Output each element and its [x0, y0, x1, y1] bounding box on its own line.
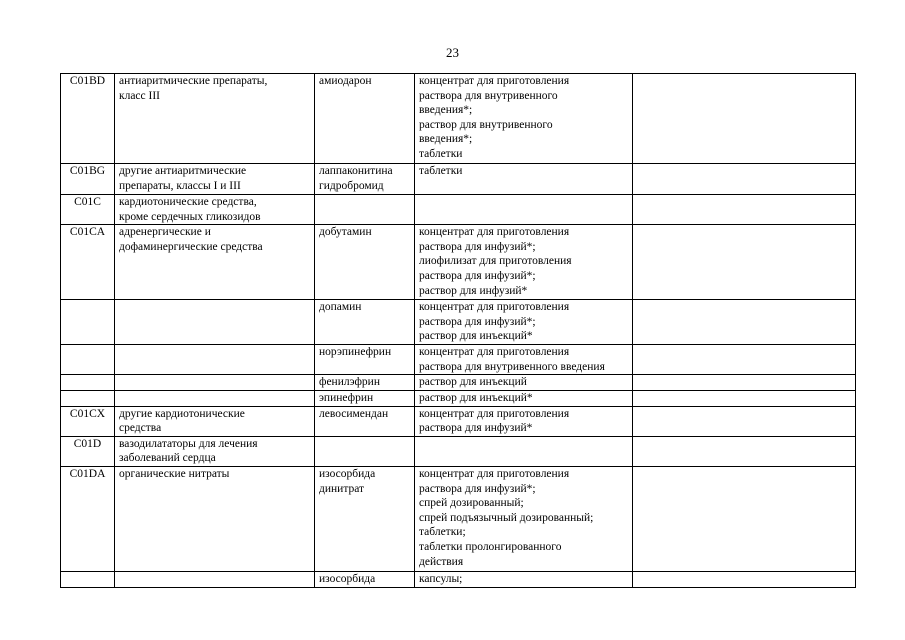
- drug-cell: изосорбида: [315, 571, 415, 587]
- table-row: [61, 225, 856, 300]
- group-cell: вазодилататоры для лечения заболеваний сердца: [115, 436, 315, 466]
- dosage-form-cell: концентрат для приготовления раствора для инфузий*: [415, 406, 633, 436]
- dosage-form-cell: концентрат для приготовления раствора для инфузий*; спрей дозированный; спрей подъязычный дозированный; таблетки; таблетки пролонгированного действия: [415, 466, 633, 571]
- empty-cell: [633, 164, 856, 195]
- group-cell: [115, 390, 315, 406]
- table-row: [61, 390, 856, 406]
- drug-cell: норэпинефрин: [315, 345, 415, 375]
- group-cell: другие антиаритмические препараты, классы I и III: [115, 164, 315, 195]
- drug-cell: амиодарон: [315, 74, 415, 164]
- empty-cell: [633, 571, 856, 587]
- group-cell: другие кардиотонические средства: [115, 406, 315, 436]
- empty-cell: [633, 436, 856, 466]
- atc-code-cell: C01BG: [61, 164, 115, 195]
- empty-cell: [633, 466, 856, 571]
- drug-cell: левосимендан: [315, 406, 415, 436]
- dosage-form-cell: концентрат для приготовления раствора для внутривенного введения*; раствор для внутривенного введения*; таблетки: [415, 74, 633, 164]
- atc-code-cell: C01CA: [61, 225, 115, 300]
- table-row: [61, 195, 856, 225]
- drug-cell: эпинефрин: [315, 390, 415, 406]
- atc-code-cell: [61, 345, 115, 375]
- dosage-form-cell: раствор для инъекций*: [415, 390, 633, 406]
- atc-code-cell: C01DA: [61, 466, 115, 571]
- atc-code-cell: C01CX: [61, 406, 115, 436]
- group-cell: органические нитраты: [115, 466, 315, 571]
- dosage-form-cell: капсулы;: [415, 571, 633, 587]
- table-row: [61, 164, 856, 195]
- empty-cell: [633, 225, 856, 300]
- table-row: [61, 436, 856, 466]
- dosage-form-cell: [415, 436, 633, 466]
- empty-cell: [633, 74, 856, 164]
- table-row: [61, 571, 856, 587]
- atc-code-cell: [61, 390, 115, 406]
- table-row: [61, 74, 856, 164]
- drug-cell: [315, 195, 415, 225]
- atc-code-cell: C01BD: [61, 74, 115, 164]
- empty-cell: [633, 390, 856, 406]
- group-cell: [115, 375, 315, 391]
- dosage-form-cell: концентрат для приготовления раствора для инфузий*; лиофилизат для приготовления раствора для инфузий*; раствор для инфузий*: [415, 225, 633, 300]
- group-cell: кардиотонические средства, кроме сердечных гликозидов: [115, 195, 315, 225]
- table-row: [61, 406, 856, 436]
- dosage-form-cell: раствор для инъекций: [415, 375, 633, 391]
- page-number: 23: [446, 45, 459, 60]
- atc-code-cell: [61, 571, 115, 587]
- group-cell: антиаритмические препараты, класс III: [115, 74, 315, 164]
- empty-cell: [633, 406, 856, 436]
- group-cell: [115, 300, 315, 345]
- atc-code-cell: C01C: [61, 195, 115, 225]
- drug-cell: изосорбида динитрат: [315, 466, 415, 571]
- empty-cell: [633, 345, 856, 375]
- group-cell: [115, 345, 315, 375]
- drug-table: [60, 73, 856, 588]
- drug-cell: [315, 436, 415, 466]
- table-row: [61, 345, 856, 375]
- atc-code-cell: [61, 300, 115, 345]
- dosage-form-cell: таблетки: [415, 164, 633, 195]
- drug-cell: лаппаконитина гидробромид: [315, 164, 415, 195]
- empty-cell: [633, 375, 856, 391]
- dosage-form-cell: концентрат для приготовления раствора для инфузий*; раствор для инъекций*: [415, 300, 633, 345]
- dosage-form-cell: концентрат для приготовления раствора для внутривенного введения: [415, 345, 633, 375]
- table-row: [61, 466, 856, 571]
- group-cell: [115, 571, 315, 587]
- drug-cell: допамин: [315, 300, 415, 345]
- empty-cell: [633, 195, 856, 225]
- empty-cell: [633, 300, 856, 345]
- table-row: [61, 300, 856, 345]
- atc-code-cell: C01D: [61, 436, 115, 466]
- drug-cell: добутамин: [315, 225, 415, 300]
- atc-code-cell: [61, 375, 115, 391]
- group-cell: адренергические и дофаминергические средства: [115, 225, 315, 300]
- dosage-form-cell: [415, 195, 633, 225]
- table-row: [61, 375, 856, 391]
- drug-cell: фенилэфрин: [315, 375, 415, 391]
